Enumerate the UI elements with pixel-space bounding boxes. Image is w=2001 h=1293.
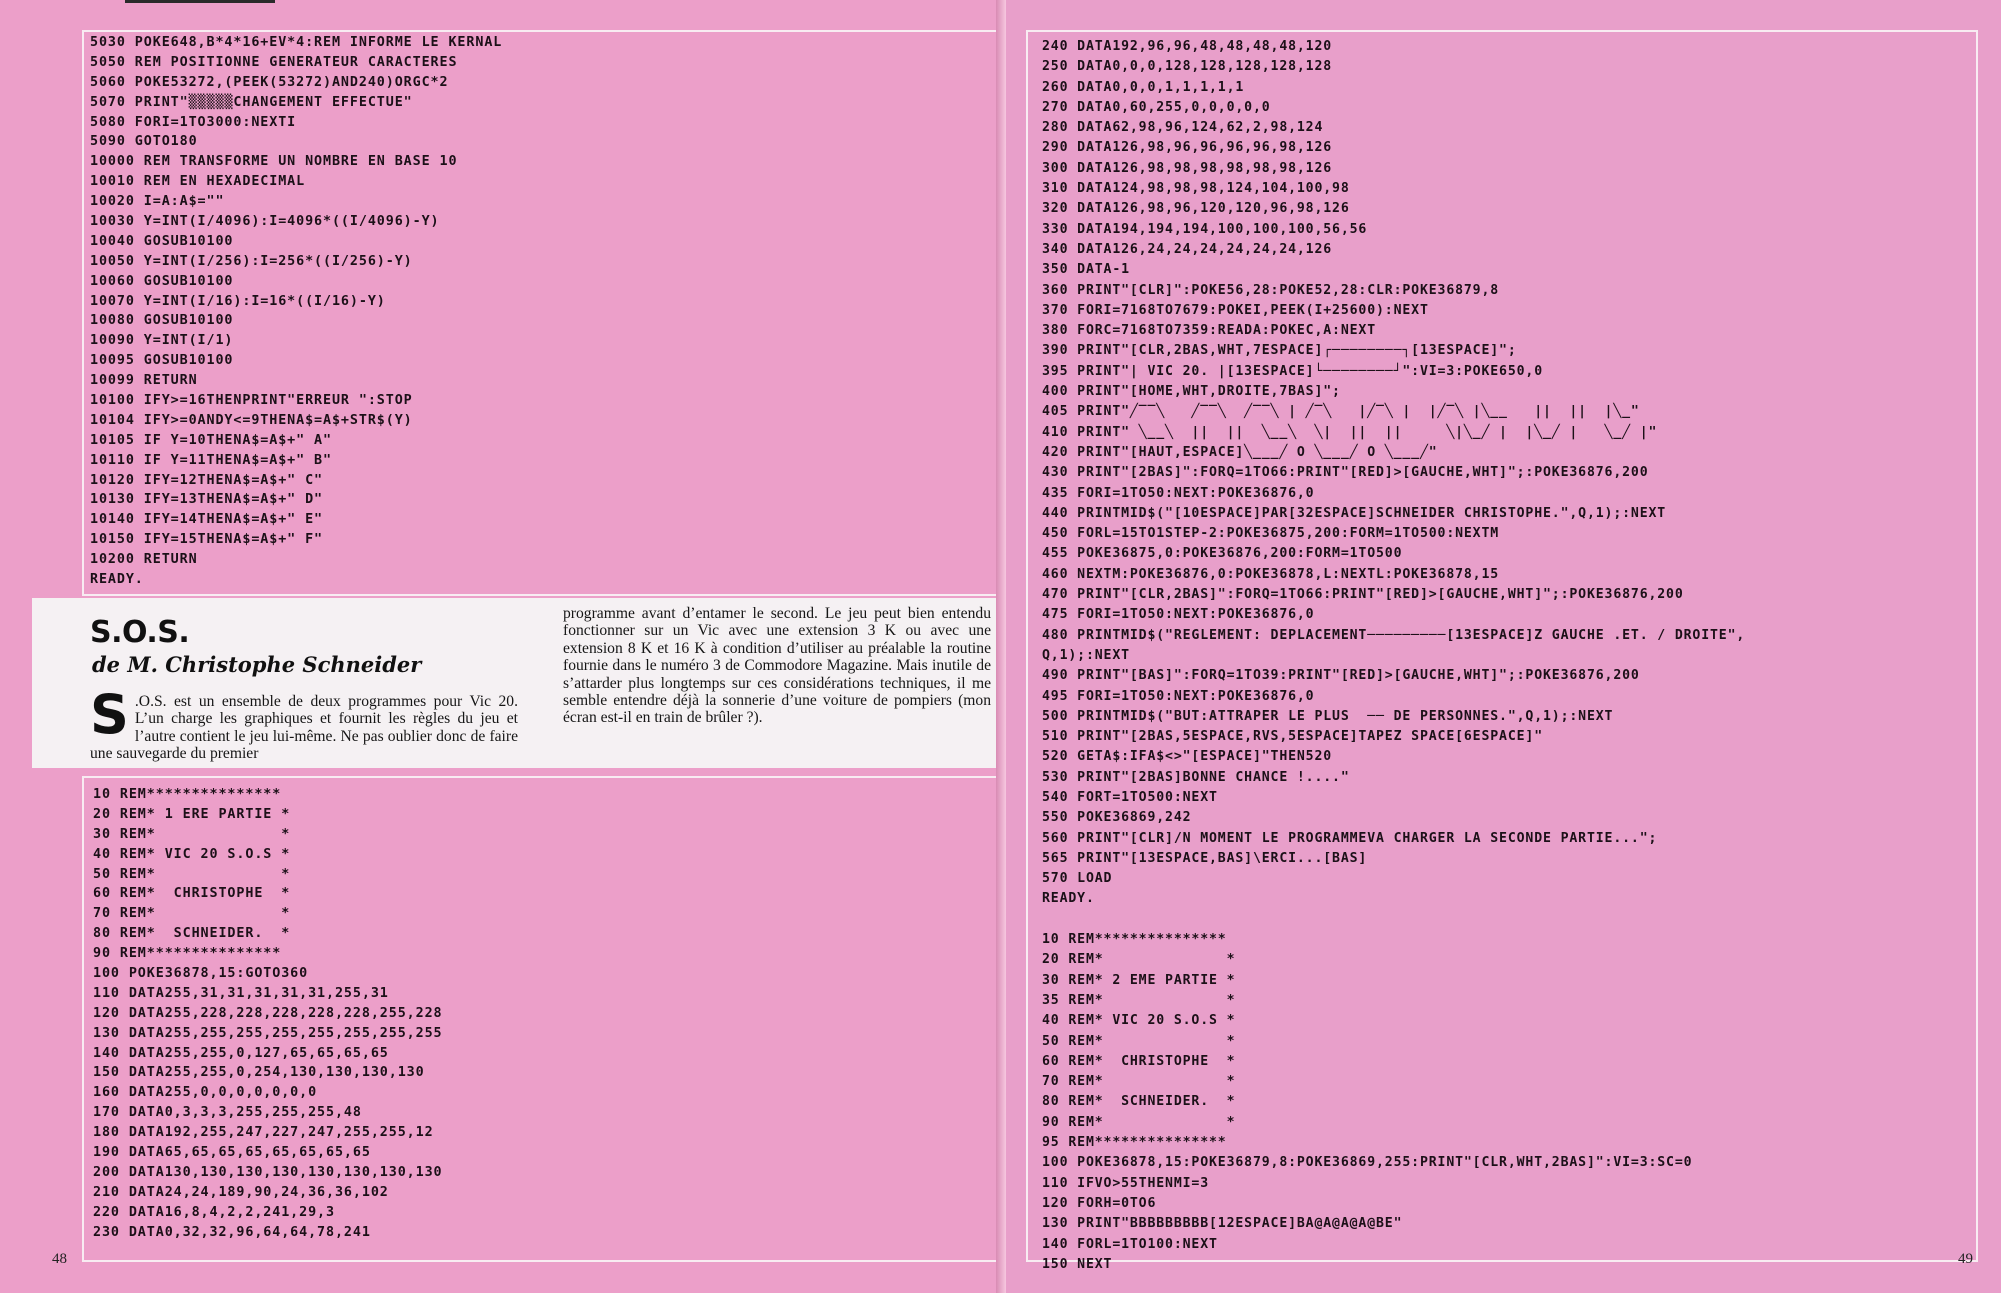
code-line: 220 DATA16,8,4,2,2,241,29,3 (93, 1204, 335, 1220)
code-line: Q,1);:NEXT (1042, 647, 1130, 663)
code-line: 160 DATA255,0,0,0,0,0,0,0 (93, 1085, 318, 1101)
code-line: 10010 REM EN HEXADECIMAL (90, 174, 306, 190)
code-line: 410 PRINT" ╲__╲ || || ╲__╲ ╲| || || ╲|╲_╱ | |╲_╱ | ╲_╱ |" (1042, 424, 1658, 440)
right-listing (1042, 37, 1745, 1275)
code-line: 500 PRINTMID$("BUT:ATTRAPER LE PLUS ── DE PERSONNES.",Q,1);:NEXT (1042, 708, 1614, 724)
code-line: 50 REM* * (93, 866, 291, 882)
code-line: 10060 GOSUB10100 (90, 273, 234, 289)
code-line: 10150 IFY=15THENA$=A$+" F" (90, 532, 324, 548)
page-number-right: 49 (1958, 1251, 1973, 1267)
code-line: 290 DATA126,98,96,96,96,96,98,126 (1042, 140, 1333, 156)
right-page (1006, 0, 2001, 1293)
article-title: S.O.S. (90, 615, 190, 650)
code-line: 110 IFVO>55THENMI=3 (1042, 1175, 1210, 1191)
code-line: 490 PRINT"[BAS]":FORQ=1TO39:PRINT"[RED]>[GAUCHE,WHT]";:POKE36876,200 (1042, 668, 1640, 684)
code-line: 90 REM*************** (93, 946, 282, 962)
code-line: 5030 POKE648,B*4*16+EV*4:REM INFORME LE KERNAL (90, 35, 503, 50)
code-line: 10050 Y=INT(I/256):I=256*((I/256)-Y) (90, 253, 413, 269)
code-line: 570 LOAD (1042, 871, 1113, 887)
code-line: 475 FORI=1TO50:NEXT:POKE36876,0 (1042, 607, 1315, 623)
code-line: 210 DATA24,24,189,90,24,36,36,102 (93, 1184, 389, 1200)
code-line: 10000 REM TRANSFORME UN NOMBRE EN BASE 10 (90, 154, 458, 170)
code-line: 560 PRINT"[CLR]/N MOMENT LE PROGRAMMEVA CHARGER LA SECONDE PARTIE..."; (1042, 830, 1658, 846)
code-line: 190 DATA65,65,65,65,65,65,65,65 (93, 1145, 371, 1161)
code-line: 40 REM* VIC 20 S.O.S * (1042, 1013, 1236, 1029)
left-listing-top (90, 33, 502, 590)
code-line: 340 DATA126,24,24,24,24,24,24,126 (1042, 241, 1333, 257)
code-line: 10 REM*************** (1042, 932, 1227, 948)
code-line: 100 POKE36878,15:POKE36879,8:POKE36869,255:PRINT"[CLR,WHT,2BAS]":VI=3:SC=0 (1042, 1155, 1693, 1171)
code-line: 10099 RETURN (90, 373, 198, 389)
code-line: 5060 POKE53272,(PEEK(53272)AND240)ORGC*2 (90, 74, 449, 90)
code-line: 5050 REM POSITIONNE GENERATEUR CARACTERES (90, 54, 458, 70)
code-line: 460 NEXTM:POKE36876,0:POKE36878,L:NEXTL:POKE36878,15 (1042, 566, 1500, 582)
code-line: 30 REM* 2 EME PARTIE * (1042, 972, 1236, 988)
code-line: 10100 IFY>=16THENPRINT"ERREUR ":STOP (90, 393, 413, 409)
code-line: 120 DATA255,228,228,228,228,228,255,228 (93, 1005, 443, 1021)
article-column-1 (90, 683, 518, 763)
code-line: 495 FORI=1TO50:NEXT:POKE36876,0 (1042, 688, 1315, 704)
code-line: 10120 IFY=12THENA$=A$+" C" (90, 472, 324, 488)
code-line: 10080 GOSUB10100 (90, 313, 234, 329)
code-line: 350 DATA-1 (1042, 262, 1130, 278)
code-line: 140 DATA255,255,0,127,65,65,65,65 (93, 1045, 389, 1061)
code-line: READY. (90, 572, 144, 588)
code-line: 370 FORI=7168TO7679:POKEI,PEEK(I+25600):NEXT (1042, 302, 1429, 318)
code-line: 35 REM* * (1042, 992, 1236, 1008)
code-line: 240 DATA192,96,96,48,48,48,48,120 (1042, 39, 1333, 54)
code-line (1042, 910, 1745, 930)
code-line: 70 REM* * (93, 906, 291, 922)
code-line: 395 PRINT"| VIC 20. |[13ESPACE]└────────┘":VI=3:POKE650,0 (1042, 363, 1544, 379)
code-line: 10104 IFY>=0ANDY<=9THENA$=A$+STR$(Y) (90, 412, 413, 428)
code-line: 150 NEXT (1042, 1256, 1113, 1272)
code-line: 330 DATA194,194,194,100,100,100,56,56 (1042, 221, 1368, 237)
code-line: READY. (1042, 891, 1095, 907)
code-line: 50 REM* * (1042, 1033, 1236, 1049)
code-line: 520 GETA$:IFA$<>"[ESPACE]"THEN520 (1042, 749, 1333, 765)
code-line: 10095 GOSUB10100 (90, 353, 234, 369)
code-line: 310 DATA124,98,98,98,124,104,100,98 (1042, 181, 1350, 197)
page-number-left: 48 (52, 1251, 67, 1267)
code-line: 440 PRINTMID$("[10ESPACE]PAR[32ESPACE]SCHNEIDER CHRISTOPHE.",Q,1);:NEXT (1042, 505, 1667, 521)
code-line: 10110 IF Y=11THENA$=A$+" B" (90, 452, 332, 468)
code-line: 470 PRINT"[CLR,2BAS]":FORQ=1TO66:PRINT"[RED]>[GAUCHE,WHT]";:POKE36876,200 (1042, 587, 1684, 603)
header-rule (125, 0, 275, 3)
code-line: 130 DATA255,255,255,255,255,255,255,255 (93, 1025, 443, 1041)
code-line: 10140 IFY=14THENA$=A$+" E" (90, 512, 324, 528)
code-line: 230 DATA0,32,32,96,64,64,78,241 (93, 1224, 371, 1240)
code-line: 565 PRINT"[13ESPACE,BAS]\ERCI...[BAS] (1042, 850, 1368, 866)
code-line: 95 REM*************** (1042, 1135, 1227, 1151)
code-line: 120 FORH=0TO6 (1042, 1195, 1157, 1211)
code-line: 10030 Y=INT(I/4096):I=4096*((I/4096)-Y) (90, 214, 440, 230)
code-line: 60 REM* CHRISTOPHE * (1042, 1053, 1236, 1069)
code-line: 10070 Y=INT(I/16):I=16*((I/16)-Y) (90, 293, 386, 309)
code-line: 10020 I=A:A$="" (90, 194, 225, 210)
left-listing-bottom (93, 785, 443, 1242)
code-line: 20 REM* 1 ERE PARTIE * (93, 806, 291, 822)
dropcap: S (90, 683, 129, 746)
code-line: 420 PRINT"[HAUT,ESPACE]╲___╱ O ╲___╱ O ╲___╱" (1042, 444, 1438, 460)
code-line: 530 PRINT"[2BAS]BONNE CHANCE !...." (1042, 769, 1350, 785)
code-line: 110 DATA255,31,31,31,31,31,255,31 (93, 985, 389, 1001)
code-line: 550 POKE36869,242 (1042, 810, 1192, 826)
code-line: 10105 IF Y=10THENA$=A$+" A" (90, 432, 332, 448)
code-line: 10090 Y=INT(I/1) (90, 333, 234, 349)
code-line: 260 DATA0,0,0,1,1,1,1,1 (1042, 79, 1245, 95)
code-line: 435 FORI=1TO50:NEXT:POKE36876,0 (1042, 485, 1315, 501)
code-line: 5090 GOTO180 (90, 134, 198, 150)
code-line: 390 PRINT"[CLR,2BAS,WHT,7ESPACE]┌────────┐[13ESPACE]"; (1042, 343, 1517, 359)
code-line: 90 REM* * (1042, 1114, 1236, 1130)
code-line: 430 PRINT"[2BAS]":FORQ=1TO66:PRINT"[RED]>[GAUCHE,WHT]";:POKE36876,200 (1042, 465, 1649, 481)
article-column-1-text: .O.S. est un ensemble de deux programmes pour Vic 20. L’un charge les graphiques et fournit les règles du jeu et l’autre contient le jeu lui-même. Ne pas oublier donc de faire une sauvegarde du premier (90, 693, 518, 763)
code-line: 10040 GOSUB10100 (90, 233, 234, 249)
code-line: 405 PRINT"╱‾‾╲ ╱‾‾╲ ╱‾‾╲ | ╱‾╲ |╱‾╲ | |╱‾╲ |╲__ || || |╲_" (1042, 404, 1640, 420)
code-line: 70 REM* * (1042, 1074, 1236, 1090)
code-line: 450 FORL=15TO1STEP-2:POKE36875,200:FORM=1TO500:NEXTM (1042, 526, 1500, 542)
code-line: 280 DATA62,98,96,124,62,2,98,124 (1042, 120, 1324, 136)
code-line: 200 DATA130,130,130,130,130,130,130,130 (93, 1164, 443, 1180)
code-line: 320 DATA126,98,96,120,120,96,98,126 (1042, 201, 1350, 217)
code-line: 180 DATA192,255,247,227,247,255,255,12 (93, 1125, 434, 1141)
code-line: 250 DATA0,0,0,128,128,128,128,128 (1042, 59, 1333, 75)
code-line: 80 REM* SCHNEIDER. * (1042, 1094, 1236, 1110)
code-line: 540 FORT=1TO500:NEXT (1042, 789, 1218, 805)
code-line: 400 PRINT"[HOME,WHT,DROITE,7BAS]"; (1042, 384, 1341, 400)
code-line: 20 REM* * (1042, 952, 1236, 968)
code-line: 10130 IFY=13THENA$=A$+" D" (90, 492, 324, 508)
code-line: 5070 PRINT"▒▒▒▒▒CHANGEMENT EFFECTUE" (90, 94, 413, 110)
code-line: 30 REM* * (93, 826, 291, 842)
code-line: 10 REM*************** (93, 787, 282, 802)
code-line: 270 DATA0,60,255,0,0,0,0,0 (1042, 99, 1271, 115)
code-line: 100 POKE36878,15:GOTO360 (93, 966, 309, 982)
code-line: 40 REM* VIC 20 S.O.S * (93, 846, 291, 862)
code-line: 455 POKE36875,0:POKE36876,200:FORM=1TO500 (1042, 546, 1403, 562)
code-line: 170 DATA0,3,3,3,255,255,255,48 (93, 1105, 362, 1121)
code-line: 10200 RETURN (90, 552, 198, 568)
article-byline: de M. Christophe Schneider (92, 652, 422, 677)
code-line: 360 PRINT"[CLR]":POKE56,28:POKE52,28:CLR:POKE36879,8 (1042, 282, 1500, 298)
code-line: 140 FORL=1TO100:NEXT (1042, 1236, 1218, 1252)
code-line: 5080 FORI=1TO3000:NEXTI (90, 114, 297, 130)
code-line: 480 PRINTMID$("REGLEMENT: DEPLACEMENT─────────[13ESPACE]Z GAUCHE .ET. / DROITE", (1042, 627, 1746, 643)
code-line: 300 DATA126,98,98,98,98,98,98,126 (1042, 160, 1333, 176)
article-column-2: programme avant d’entamer le second. Le jeu peut bien entendu fonctionner sur un Vic avec une extension 3 K ou avec une extension 8 K et 16 K à condition d’utiliser au préalable la routine fournie dans le numéro 3 de Commodore Magazine. Mais inutile de s’attarder plus longtemps sur ces considérations techniques, il me semble entendre déjà la sonnerie d’une voiture de pompiers (mon écran est-il en train de brûler ?). (563, 605, 991, 727)
code-line: 80 REM* SCHNEIDER. * (93, 926, 291, 942)
code-line: 130 PRINT"BBBBBBBBB[12ESPACE]BA@A@A@A@BE" (1042, 1216, 1403, 1232)
code-line: 380 FORC=7168TO7359:READA:POKEC,A:NEXT (1042, 323, 1377, 339)
code-line: 60 REM* CHRISTOPHE * (93, 886, 291, 902)
code-line: 150 DATA255,255,0,254,130,130,130,130 (93, 1065, 425, 1081)
code-line: 510 PRINT"[2BAS,5ESPACE,RVS,5ESPACE]TAPEZ SPACE[6ESPACE]" (1042, 729, 1544, 745)
